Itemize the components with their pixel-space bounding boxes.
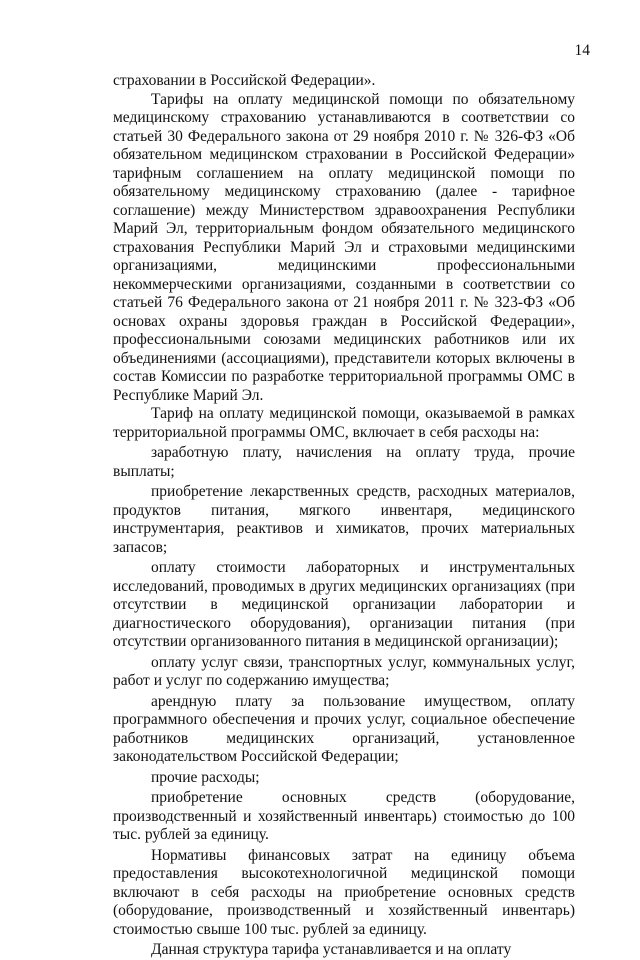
paragraph-5: приобретение лекарственных средств, расходных материалов, продуктов питания, мягкого инвентаря, медицинского инструментария, реактивов и химикатов, прочих материальных запасов;: [113, 483, 575, 556]
document-body: [113, 72, 575, 960]
paragraph-11: Нормативы финансовых затрат на единицу объема предоставления высокотехнологичной медицинской помощи включают в себя расходы на приобретение основных средств (оборудование, производственный и хозяйственный инвентарь) стоимостью свыше 100 тыс. рублей за единицу.: [113, 846, 575, 938]
paragraph-2: Тарифы на оплату медицинской помощи по обязательному медицинскому страхованию устанавливаются в соответствии со статьей 30 Федерального закона от 29 ноября 2010 г. № 326-ФЗ «Об обязательном медицинском страховании в Российской Федерации» тарифным соглашением на оплату медицинской помощи по обязательному медицинскому страхованию (далее - тарифное соглашение) между Министерством здравоохранения Республики Марий Эл, территориальным фондом обязательного медицинского страхования Республики Марий Эл и страховыми медицинскими организациями, медицинскими профессиональными некоммерческими организациями, созданными в соответствии со статьей 76 Федерального закона от 21 ноября 2011 г. № 323-ФЗ «Об основах охраны здоровья граждан в Российской Федерации», профессиональными союзами медицинских работников или их объединениями (ассоциациями), представители которых включены в состав Комиссии по разработке территориальной программы ОМС в Республике Марий Эл.: [113, 90, 575, 404]
paragraph-9: прочие расходы;: [151, 768, 260, 786]
paragraph-3: Тариф на оплату медицинской помощи, оказываемой в рамках территориальной программы ОМС, включает в себя расходы на:: [113, 405, 575, 441]
paragraph-1: страховании в Российской Федерации».: [113, 72, 376, 89]
page-number: 14: [574, 42, 590, 59]
paragraph-6: оплату стоимости лабораторных и инструментальных исследований, проводимых в других медицинских организациях (при отсутствии в медицинской организации лаборатории и диагностического оборудования), организации питания (при отсутствии организованного питания в медицинской организации);: [113, 559, 575, 650]
paragraph-8: арендную плату за пользование имуществом, оплату программного обеспечения и прочих услуг, социальное обеспечение работников медицинских организаций, установленное законодательством Российской Федерации;: [113, 692, 575, 765]
paragraph-4: заработную плату, начисления на оплату труда, прочие выплаты;: [113, 444, 575, 480]
paragraph-10: приобретение основных средств (оборудование, производственный и хозяйственный инвентарь) стоимостью до 100 тыс. рублей за единицу.: [113, 789, 575, 843]
paragraph-12: Данная структура тарифа устанавливается и на оплату: [151, 941, 512, 958]
paragraph-7: оплату услуг связи, транспортных услуг, коммунальных услуг, работ и услуг по содержанию имущества;: [113, 653, 575, 689]
